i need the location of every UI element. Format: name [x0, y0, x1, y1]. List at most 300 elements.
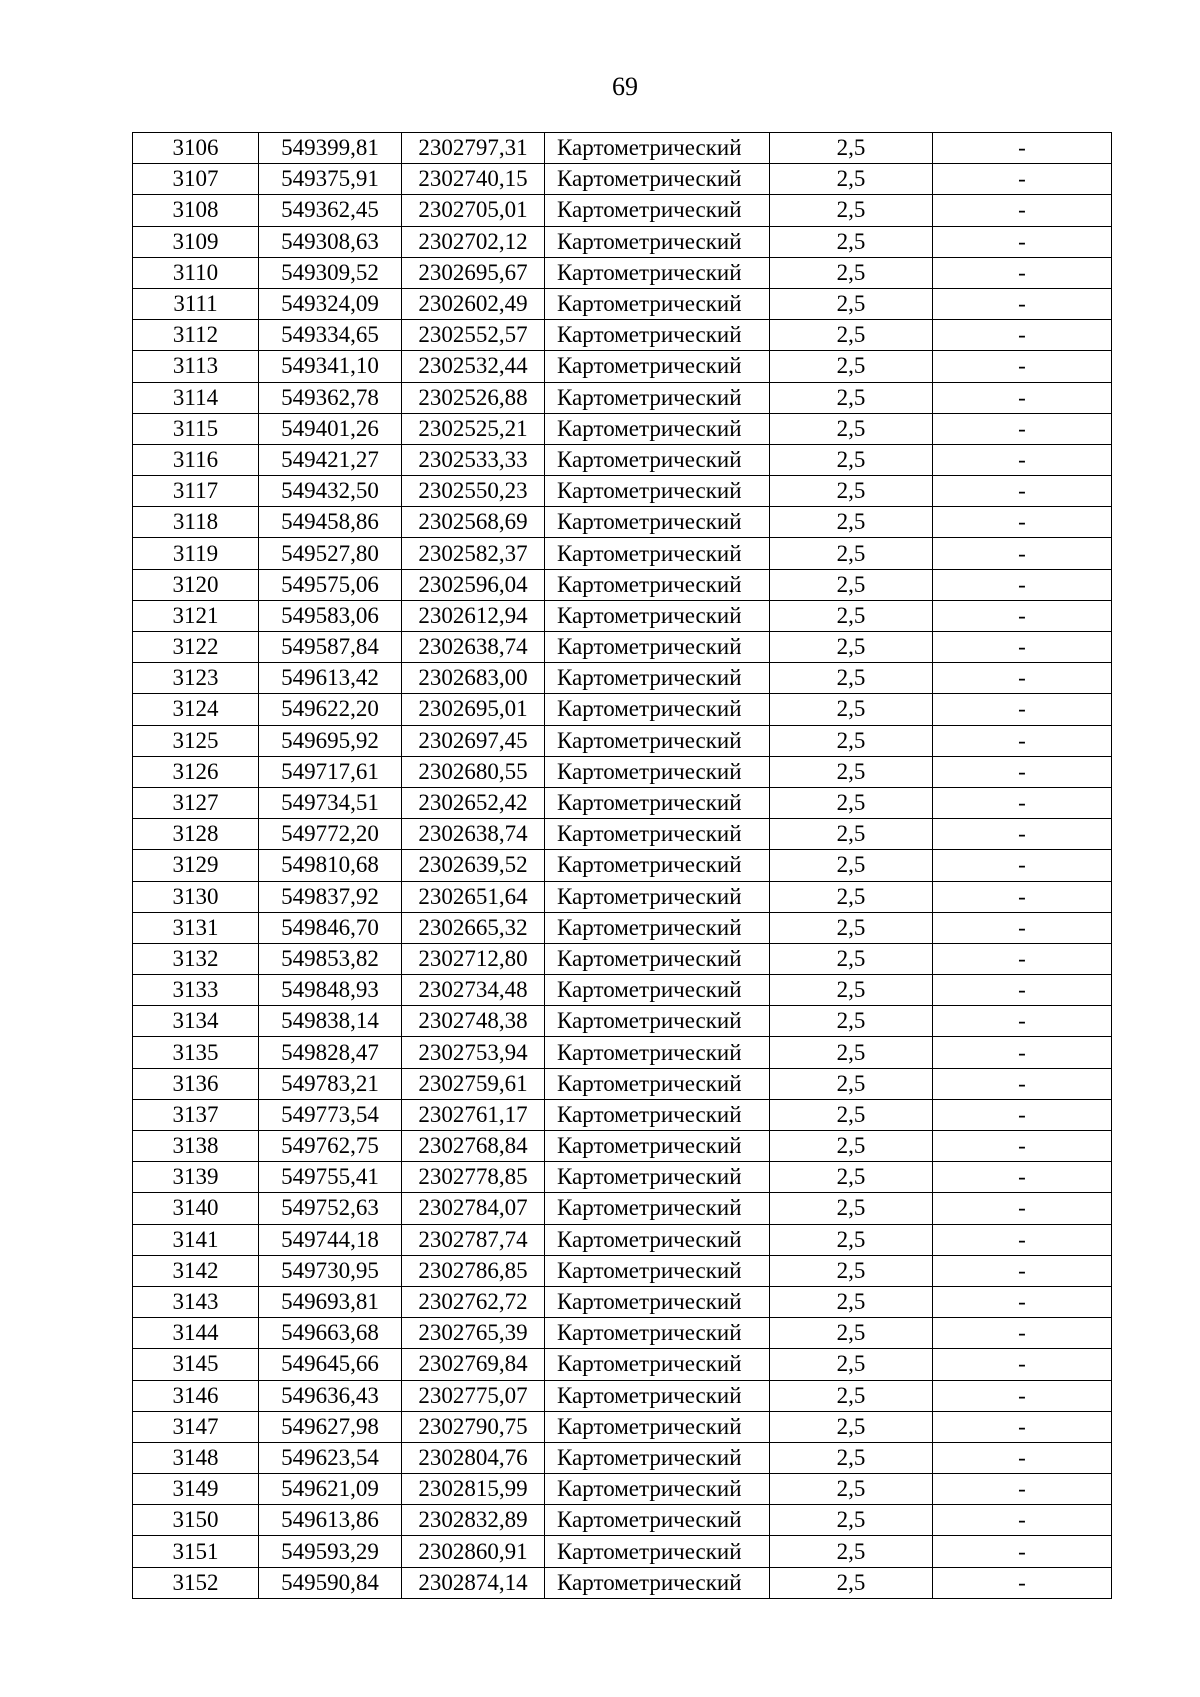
x-coordinate-cell: 549362,45	[259, 195, 402, 226]
y-coordinate-cell: 2302778,85	[402, 1162, 545, 1193]
point-number-cell: 3115	[133, 413, 259, 444]
point-number-cell: 3136	[133, 1068, 259, 1099]
y-coordinate-cell: 2302596,04	[402, 569, 545, 600]
x-coordinate-cell: 549730,95	[259, 1255, 402, 1286]
point-number-cell: 3128	[133, 819, 259, 850]
table-row	[133, 320, 1112, 351]
table-row	[133, 1442, 1112, 1473]
y-coordinate-cell: 2302602,49	[402, 288, 545, 319]
x-coordinate-cell: 549527,80	[259, 538, 402, 569]
accuracy-cell: 2,5	[770, 1411, 933, 1442]
table-row	[133, 1505, 1112, 1536]
accuracy-cell: 2,5	[770, 1380, 933, 1411]
point-number-cell: 3131	[133, 912, 259, 943]
method-cell: Картометрический	[545, 1567, 770, 1598]
accuracy-cell: 2,5	[770, 663, 933, 694]
accuracy-cell: 2,5	[770, 1567, 933, 1598]
point-number-cell: 3150	[133, 1505, 259, 1536]
x-coordinate-cell: 549846,70	[259, 912, 402, 943]
note-cell: -	[933, 1068, 1112, 1099]
accuracy-cell: 2,5	[770, 912, 933, 943]
x-coordinate-cell: 549375,91	[259, 164, 402, 195]
y-coordinate-cell: 2302787,74	[402, 1224, 545, 1255]
note-cell: -	[933, 1006, 1112, 1037]
method-cell: Картометрический	[545, 663, 770, 694]
method-cell: Картометрический	[545, 975, 770, 1006]
table-row	[133, 975, 1112, 1006]
x-coordinate-cell: 549848,93	[259, 975, 402, 1006]
point-number-cell: 3137	[133, 1099, 259, 1130]
point-number-cell: 3134	[133, 1006, 259, 1037]
y-coordinate-cell: 2302568,69	[402, 507, 545, 538]
note-cell: -	[933, 663, 1112, 694]
method-cell: Картометрический	[545, 1286, 770, 1317]
x-coordinate-cell: 549645,66	[259, 1349, 402, 1380]
accuracy-cell: 2,5	[770, 1037, 933, 1068]
y-coordinate-cell: 2302638,74	[402, 819, 545, 850]
note-cell: -	[933, 288, 1112, 319]
accuracy-cell: 2,5	[770, 1442, 933, 1473]
table-row	[133, 538, 1112, 569]
x-coordinate-cell: 549324,09	[259, 288, 402, 319]
accuracy-cell: 2,5	[770, 476, 933, 507]
table-row	[133, 1224, 1112, 1255]
method-cell: Картометрический	[545, 476, 770, 507]
x-coordinate-cell: 549636,43	[259, 1380, 402, 1411]
point-number-cell: 3107	[133, 164, 259, 195]
x-coordinate-cell: 549853,82	[259, 943, 402, 974]
y-coordinate-cell: 2302860,91	[402, 1536, 545, 1567]
table-row	[133, 226, 1112, 257]
table-row	[133, 351, 1112, 382]
accuracy-cell: 2,5	[770, 164, 933, 195]
method-cell: Картометрический	[545, 1536, 770, 1567]
accuracy-cell: 2,5	[770, 787, 933, 818]
table-row	[133, 413, 1112, 444]
note-cell: -	[933, 1442, 1112, 1473]
accuracy-cell: 2,5	[770, 756, 933, 787]
x-coordinate-cell: 549695,92	[259, 725, 402, 756]
table-row	[133, 1006, 1112, 1037]
y-coordinate-cell: 2302762,72	[402, 1286, 545, 1317]
accuracy-cell: 2,5	[770, 1286, 933, 1317]
table-row	[133, 1474, 1112, 1505]
note-cell: -	[933, 1037, 1112, 1068]
y-coordinate-cell: 2302638,74	[402, 632, 545, 663]
point-number-cell: 3140	[133, 1193, 259, 1224]
table-row	[133, 787, 1112, 818]
table-row	[133, 600, 1112, 631]
note-cell: -	[933, 476, 1112, 507]
method-cell: Картометрический	[545, 1349, 770, 1380]
table-row	[133, 819, 1112, 850]
method-cell: Картометрический	[545, 1255, 770, 1286]
table-row	[133, 507, 1112, 538]
y-coordinate-cell: 2302769,84	[402, 1349, 545, 1380]
method-cell: Картометрический	[545, 600, 770, 631]
accuracy-cell: 2,5	[770, 1193, 933, 1224]
method-cell: Картометрический	[545, 1037, 770, 1068]
y-coordinate-cell: 2302753,94	[402, 1037, 545, 1068]
note-cell: -	[933, 943, 1112, 974]
note-cell: -	[933, 1567, 1112, 1598]
method-cell: Картометрический	[545, 320, 770, 351]
accuracy-cell: 2,5	[770, 600, 933, 631]
point-number-cell: 3119	[133, 538, 259, 569]
table-row	[133, 663, 1112, 694]
x-coordinate-cell: 549399,81	[259, 133, 402, 164]
accuracy-cell: 2,5	[770, 1099, 933, 1130]
accuracy-cell: 2,5	[770, 413, 933, 444]
note-cell: -	[933, 164, 1112, 195]
coordinates-table	[132, 132, 1112, 1599]
point-number-cell: 3110	[133, 257, 259, 288]
method-cell: Картометрический	[545, 632, 770, 663]
accuracy-cell: 2,5	[770, 257, 933, 288]
accuracy-cell: 2,5	[770, 382, 933, 413]
y-coordinate-cell: 2302695,67	[402, 257, 545, 288]
method-cell: Картометрический	[545, 943, 770, 974]
table-row	[133, 1318, 1112, 1349]
accuracy-cell: 2,5	[770, 444, 933, 475]
method-cell: Картометрический	[545, 538, 770, 569]
method-cell: Картометрический	[545, 1380, 770, 1411]
x-coordinate-cell: 549783,21	[259, 1068, 402, 1099]
accuracy-cell: 2,5	[770, 538, 933, 569]
accuracy-cell: 2,5	[770, 1318, 933, 1349]
note-cell: -	[933, 881, 1112, 912]
table-row	[133, 943, 1112, 974]
note-cell: -	[933, 413, 1112, 444]
y-coordinate-cell: 2302639,52	[402, 850, 545, 881]
point-number-cell: 3129	[133, 850, 259, 881]
method-cell: Картометрический	[545, 1131, 770, 1162]
method-cell: Картометрический	[545, 164, 770, 195]
y-coordinate-cell: 2302775,07	[402, 1380, 545, 1411]
note-cell: -	[933, 850, 1112, 881]
x-coordinate-cell: 549613,86	[259, 1505, 402, 1536]
method-cell: Картометрический	[545, 912, 770, 943]
x-coordinate-cell: 549773,54	[259, 1099, 402, 1130]
y-coordinate-cell: 2302712,80	[402, 943, 545, 974]
note-cell: -	[933, 382, 1112, 413]
x-coordinate-cell: 549621,09	[259, 1474, 402, 1505]
accuracy-cell: 2,5	[770, 507, 933, 538]
y-coordinate-cell: 2302784,07	[402, 1193, 545, 1224]
x-coordinate-cell: 549693,81	[259, 1286, 402, 1317]
method-cell: Картометрический	[545, 1162, 770, 1193]
point-number-cell: 3142	[133, 1255, 259, 1286]
point-number-cell: 3113	[133, 351, 259, 382]
x-coordinate-cell: 549772,20	[259, 819, 402, 850]
note-cell: -	[933, 787, 1112, 818]
table-row	[133, 850, 1112, 881]
point-number-cell: 3117	[133, 476, 259, 507]
note-cell: -	[933, 975, 1112, 1006]
note-cell: -	[933, 1162, 1112, 1193]
note-cell: -	[933, 912, 1112, 943]
x-coordinate-cell: 549623,54	[259, 1442, 402, 1473]
accuracy-cell: 2,5	[770, 1536, 933, 1567]
y-coordinate-cell: 2302815,99	[402, 1474, 545, 1505]
table-row	[133, 195, 1112, 226]
y-coordinate-cell: 2302705,01	[402, 195, 545, 226]
point-number-cell: 3130	[133, 881, 259, 912]
x-coordinate-cell: 549362,78	[259, 382, 402, 413]
accuracy-cell: 2,5	[770, 1162, 933, 1193]
accuracy-cell: 2,5	[770, 320, 933, 351]
note-cell: -	[933, 1286, 1112, 1317]
accuracy-cell: 2,5	[770, 1224, 933, 1255]
table-row	[133, 1411, 1112, 1442]
point-number-cell: 3141	[133, 1224, 259, 1255]
y-coordinate-cell: 2302683,00	[402, 663, 545, 694]
y-coordinate-cell: 2302734,48	[402, 975, 545, 1006]
point-number-cell: 3145	[133, 1349, 259, 1380]
point-number-cell: 3124	[133, 694, 259, 725]
note-cell: -	[933, 257, 1112, 288]
y-coordinate-cell: 2302680,55	[402, 756, 545, 787]
point-number-cell: 3112	[133, 320, 259, 351]
table-row	[133, 1193, 1112, 1224]
table-row	[133, 725, 1112, 756]
table-row	[133, 1099, 1112, 1130]
x-coordinate-cell: 549334,65	[259, 320, 402, 351]
method-cell: Картометрический	[545, 756, 770, 787]
table-row	[133, 1286, 1112, 1317]
x-coordinate-cell: 549717,61	[259, 756, 402, 787]
y-coordinate-cell: 2302759,61	[402, 1068, 545, 1099]
note-cell: -	[933, 320, 1112, 351]
y-coordinate-cell: 2302765,39	[402, 1318, 545, 1349]
method-cell: Картометрический	[545, 1474, 770, 1505]
point-number-cell: 3122	[133, 632, 259, 663]
note-cell: -	[933, 725, 1112, 756]
table-row	[133, 1349, 1112, 1380]
x-coordinate-cell: 549590,84	[259, 1567, 402, 1598]
note-cell: -	[933, 444, 1112, 475]
x-coordinate-cell: 549309,52	[259, 257, 402, 288]
note-cell: -	[933, 1411, 1112, 1442]
accuracy-cell: 2,5	[770, 133, 933, 164]
note-cell: -	[933, 1505, 1112, 1536]
note-cell: -	[933, 226, 1112, 257]
y-coordinate-cell: 2302552,57	[402, 320, 545, 351]
x-coordinate-cell: 549762,75	[259, 1131, 402, 1162]
accuracy-cell: 2,5	[770, 1006, 933, 1037]
point-number-cell: 3139	[133, 1162, 259, 1193]
accuracy-cell: 2,5	[770, 694, 933, 725]
method-cell: Картометрический	[545, 133, 770, 164]
point-number-cell: 3121	[133, 600, 259, 631]
table-row	[133, 1037, 1112, 1068]
note-cell: -	[933, 1131, 1112, 1162]
table-row	[133, 1380, 1112, 1411]
accuracy-cell: 2,5	[770, 195, 933, 226]
table-row	[133, 257, 1112, 288]
point-number-cell: 3143	[133, 1286, 259, 1317]
method-cell: Картометрический	[545, 725, 770, 756]
point-number-cell: 3109	[133, 226, 259, 257]
accuracy-cell: 2,5	[770, 881, 933, 912]
accuracy-cell: 2,5	[770, 288, 933, 319]
point-number-cell: 3114	[133, 382, 259, 413]
method-cell: Картометрический	[545, 1006, 770, 1037]
method-cell: Картометрический	[545, 694, 770, 725]
method-cell: Картометрический	[545, 288, 770, 319]
note-cell: -	[933, 1255, 1112, 1286]
note-cell: -	[933, 1318, 1112, 1349]
x-coordinate-cell: 549828,47	[259, 1037, 402, 1068]
y-coordinate-cell: 2302695,01	[402, 694, 545, 725]
y-coordinate-cell: 2302550,23	[402, 476, 545, 507]
x-coordinate-cell: 549341,10	[259, 351, 402, 382]
x-coordinate-cell: 549458,86	[259, 507, 402, 538]
point-number-cell: 3151	[133, 1536, 259, 1567]
x-coordinate-cell: 549308,63	[259, 226, 402, 257]
note-cell: -	[933, 1474, 1112, 1505]
x-coordinate-cell: 549432,50	[259, 476, 402, 507]
method-cell: Картометрический	[545, 850, 770, 881]
y-coordinate-cell: 2302804,76	[402, 1442, 545, 1473]
y-coordinate-cell: 2302525,21	[402, 413, 545, 444]
y-coordinate-cell: 2302832,89	[402, 1505, 545, 1536]
method-cell: Картометрический	[545, 1099, 770, 1130]
table-row	[133, 1255, 1112, 1286]
y-coordinate-cell: 2302697,45	[402, 725, 545, 756]
y-coordinate-cell: 2302786,85	[402, 1255, 545, 1286]
table-row	[133, 476, 1112, 507]
method-cell: Картометрический	[545, 819, 770, 850]
note-cell: -	[933, 756, 1112, 787]
method-cell: Картометрический	[545, 787, 770, 818]
method-cell: Картометрический	[545, 1224, 770, 1255]
x-coordinate-cell: 549583,06	[259, 600, 402, 631]
method-cell: Картометрический	[545, 507, 770, 538]
point-number-cell: 3123	[133, 663, 259, 694]
method-cell: Картометрический	[545, 226, 770, 257]
table-row	[133, 912, 1112, 943]
point-number-cell: 3148	[133, 1442, 259, 1473]
accuracy-cell: 2,5	[770, 850, 933, 881]
y-coordinate-cell: 2302702,12	[402, 226, 545, 257]
method-cell: Картометрический	[545, 569, 770, 600]
note-cell: -	[933, 1193, 1112, 1224]
method-cell: Картометрический	[545, 195, 770, 226]
x-coordinate-cell: 549401,26	[259, 413, 402, 444]
table-row	[133, 1567, 1112, 1598]
method-cell: Картометрический	[545, 444, 770, 475]
note-cell: -	[933, 819, 1112, 850]
method-cell: Картометрический	[545, 257, 770, 288]
method-cell: Картометрический	[545, 351, 770, 382]
method-cell: Картометрический	[545, 1193, 770, 1224]
table-row	[133, 382, 1112, 413]
accuracy-cell: 2,5	[770, 975, 933, 1006]
accuracy-cell: 2,5	[770, 1505, 933, 1536]
point-number-cell: 3120	[133, 569, 259, 600]
table-row	[133, 756, 1112, 787]
table-row	[133, 881, 1112, 912]
x-coordinate-cell: 549838,14	[259, 1006, 402, 1037]
table-row	[133, 569, 1112, 600]
point-number-cell: 3138	[133, 1131, 259, 1162]
x-coordinate-cell: 549627,98	[259, 1411, 402, 1442]
accuracy-cell: 2,5	[770, 569, 933, 600]
point-number-cell: 3106	[133, 133, 259, 164]
x-coordinate-cell: 549837,92	[259, 881, 402, 912]
note-cell: -	[933, 694, 1112, 725]
x-coordinate-cell: 549734,51	[259, 787, 402, 818]
y-coordinate-cell: 2302612,94	[402, 600, 545, 631]
y-coordinate-cell: 2302665,32	[402, 912, 545, 943]
y-coordinate-cell: 2302582,37	[402, 538, 545, 569]
accuracy-cell: 2,5	[770, 1349, 933, 1380]
point-number-cell: 3133	[133, 975, 259, 1006]
accuracy-cell: 2,5	[770, 1474, 933, 1505]
x-coordinate-cell: 549663,68	[259, 1318, 402, 1349]
method-cell: Картометрический	[545, 1411, 770, 1442]
table-row	[133, 133, 1112, 164]
x-coordinate-cell: 549613,42	[259, 663, 402, 694]
y-coordinate-cell: 2302532,44	[402, 351, 545, 382]
y-coordinate-cell: 2302740,15	[402, 164, 545, 195]
x-coordinate-cell: 549593,29	[259, 1536, 402, 1567]
page-number: 69	[612, 72, 638, 101]
table-row	[133, 694, 1112, 725]
note-cell: -	[933, 195, 1112, 226]
accuracy-cell: 2,5	[770, 943, 933, 974]
note-cell: -	[933, 1224, 1112, 1255]
method-cell: Картометрический	[545, 382, 770, 413]
note-cell: -	[933, 1349, 1112, 1380]
point-number-cell: 3116	[133, 444, 259, 475]
x-coordinate-cell: 549744,18	[259, 1224, 402, 1255]
y-coordinate-cell: 2302652,42	[402, 787, 545, 818]
table-row	[133, 632, 1112, 663]
point-number-cell: 3125	[133, 725, 259, 756]
method-cell: Картометрический	[545, 1068, 770, 1099]
x-coordinate-cell: 549575,06	[259, 569, 402, 600]
note-cell: -	[933, 133, 1112, 164]
y-coordinate-cell: 2302748,38	[402, 1006, 545, 1037]
table-row	[133, 444, 1112, 475]
table-row	[133, 1068, 1112, 1099]
point-number-cell: 3126	[133, 756, 259, 787]
accuracy-cell: 2,5	[770, 725, 933, 756]
point-number-cell: 3127	[133, 787, 259, 818]
point-number-cell: 3152	[133, 1567, 259, 1598]
note-cell: -	[933, 1099, 1112, 1130]
note-cell: -	[933, 351, 1112, 382]
x-coordinate-cell: 549421,27	[259, 444, 402, 475]
table-row	[133, 1131, 1112, 1162]
y-coordinate-cell: 2302790,75	[402, 1411, 545, 1442]
note-cell: -	[933, 600, 1112, 631]
table-row	[133, 1536, 1112, 1567]
accuracy-cell: 2,5	[770, 632, 933, 663]
note-cell: -	[933, 538, 1112, 569]
x-coordinate-cell: 549755,41	[259, 1162, 402, 1193]
method-cell: Картометрический	[545, 1505, 770, 1536]
point-number-cell: 3118	[133, 507, 259, 538]
table-body	[133, 133, 1112, 1599]
method-cell: Картометрический	[545, 413, 770, 444]
table-row	[133, 164, 1112, 195]
y-coordinate-cell: 2302651,64	[402, 881, 545, 912]
note-cell: -	[933, 1536, 1112, 1567]
point-number-cell: 3144	[133, 1318, 259, 1349]
